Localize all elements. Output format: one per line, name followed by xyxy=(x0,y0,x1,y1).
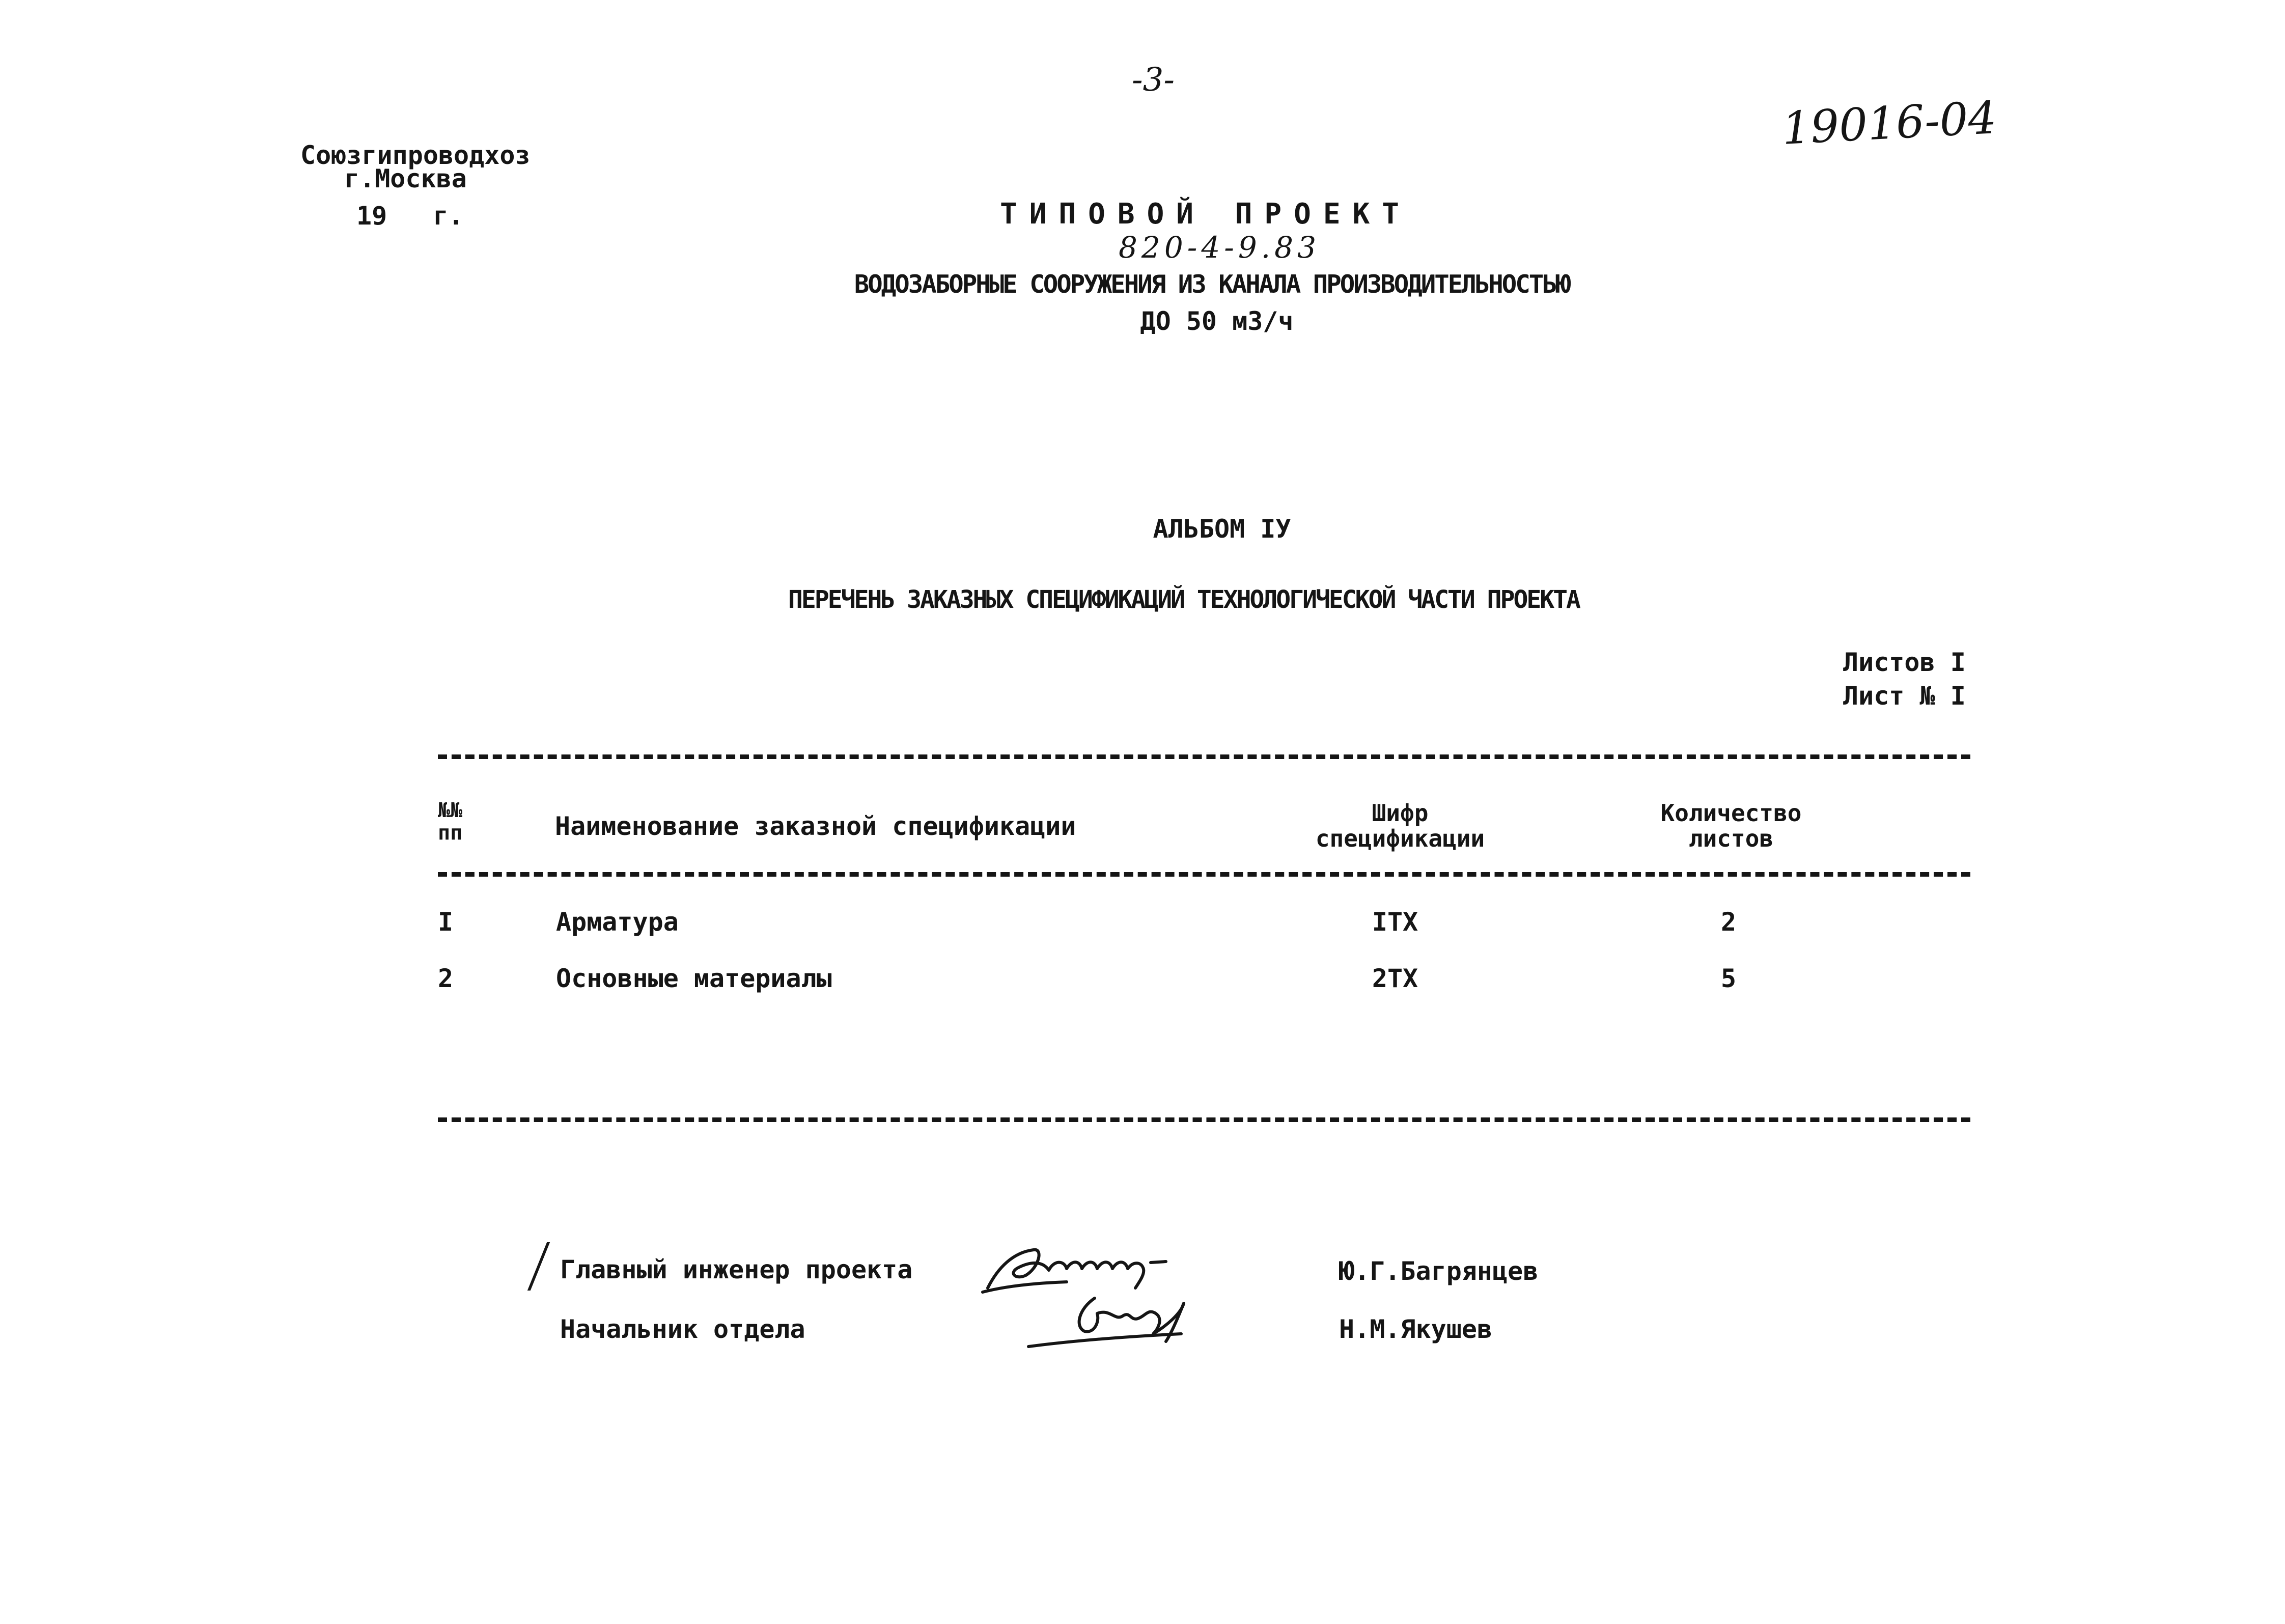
handwritten-slash xyxy=(527,1242,557,1291)
header-code-line2: спецификации xyxy=(1315,825,1485,852)
table-header-num xyxy=(438,799,462,844)
header-num-line1: №№ xyxy=(438,799,463,822)
page-number: -3- xyxy=(1132,61,1175,99)
table-row-2-num: 2 xyxy=(438,964,454,993)
organization-city: г.Москва xyxy=(344,164,467,193)
organization-name: Союзгипроводхоз xyxy=(300,141,531,170)
signature-name-department-head: Н.М.Якушев xyxy=(1339,1314,1493,1344)
archive-number: 19016-04 xyxy=(1780,91,1998,155)
table-header-count xyxy=(1661,800,1802,851)
list-title: ПЕРЕЧЕНЬ ЗАКАЗНЫХ СПЕЦИФИКАЦИЙ ТЕХНОЛОГИЧЕСКОЙ ЧАСТИ ПРОЕКТА xyxy=(788,585,1579,614)
table-row-2-name: Основные материалы xyxy=(556,964,832,993)
table-row-1-code: ITX xyxy=(1372,907,1418,937)
table-header-name: Наименование заказной спецификации xyxy=(555,811,1076,841)
sheet-current: Лист № I xyxy=(1843,681,1966,711)
signature-role-chief-engineer: Главный инженер проекта xyxy=(560,1255,913,1284)
header-count-line1: Количество xyxy=(1660,799,1802,827)
header-code-line1: Шифр xyxy=(1372,799,1429,827)
table-bottom-rule xyxy=(438,1117,1970,1122)
organization-year: 19 г. xyxy=(356,201,464,231)
handwritten-signatures xyxy=(978,1232,1263,1364)
table-header-rule xyxy=(438,872,1970,877)
header-num-line2: пп xyxy=(438,821,463,845)
project-subtitle: ВОДОЗАБОРНЫЕ СООРУЖЕНИЯ ИЗ КАНАЛА ПРОИЗВОДИТЕЛЬНОСТЬЮ xyxy=(854,270,1570,299)
table-row-1-count: 2 xyxy=(1720,907,1737,937)
table-row-1-num: I xyxy=(438,907,454,937)
table-top-rule xyxy=(438,754,1970,759)
project-type-title: ТИПОВОЙ ПРОЕКТ xyxy=(999,198,1412,231)
signature-name-chief-engineer: Ю.Г.Багрянцев xyxy=(1339,1256,1539,1286)
sheets-total: Листов I xyxy=(1843,648,1966,677)
table-row-2-code: 2TX xyxy=(1372,964,1418,993)
header-count-line2: листов xyxy=(1688,825,1774,852)
signature-role-department-head: Начальник отдела xyxy=(560,1314,805,1344)
table-row-2-count: 5 xyxy=(1720,964,1737,993)
table-header-code xyxy=(1316,800,1485,851)
project-code: 820-4-9.83 xyxy=(1119,230,1320,265)
album-title: АЛЬБОМ IУ xyxy=(1153,514,1291,544)
table-row-1-name: Арматура xyxy=(556,907,679,937)
project-capacity: ДО 50 м3/ч xyxy=(1140,306,1294,336)
